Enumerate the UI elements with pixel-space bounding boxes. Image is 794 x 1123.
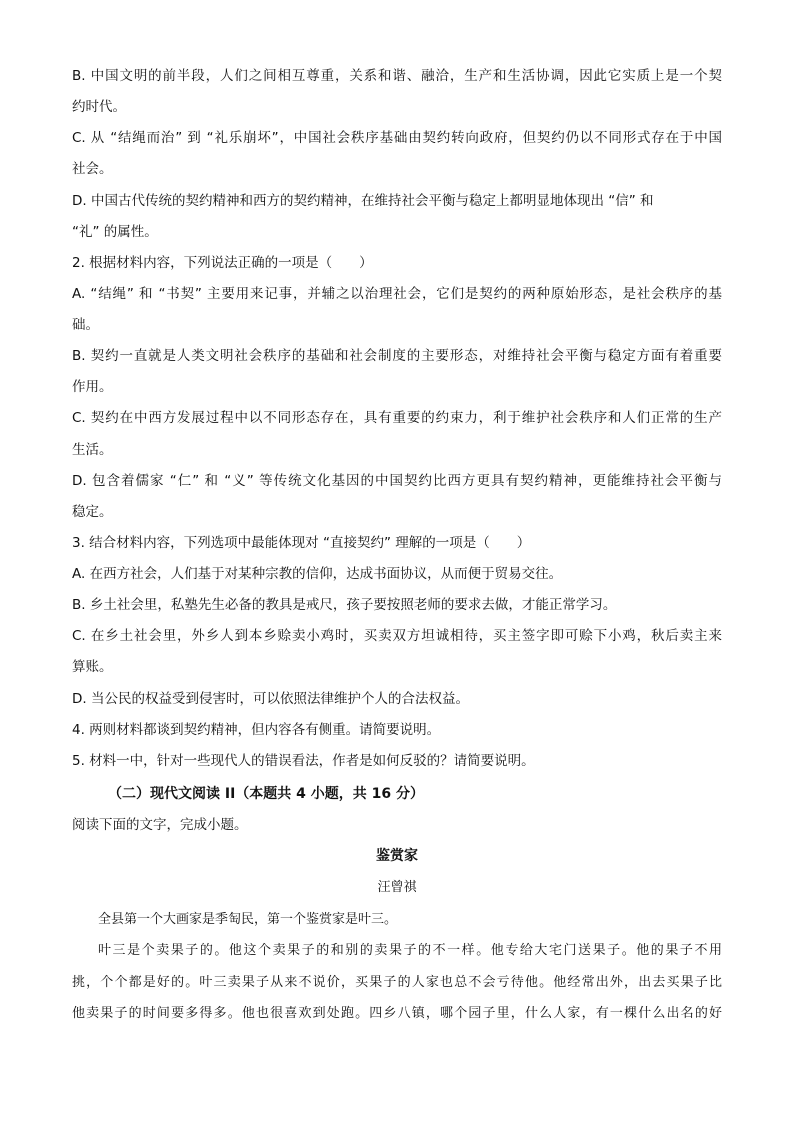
question-4: 4. 两则材料都谈到契约精神，但内容各有侧重。请简要说明。 <box>72 722 441 738</box>
question-3-option-c-line-2: 算账。 <box>72 659 113 675</box>
reading-instruction: 阅读下面的文字，完成小题。 <box>72 817 248 833</box>
section-heading: （二）现代文阅读 II（本题共 4 小题，共 16 分） <box>108 786 425 802</box>
question-2-option-d-line-2: 稳定。 <box>72 504 113 520</box>
question-3-option-b: B. 乡土社会里，私塾先生必备的教具是戒尺，孩子要按照老师的要求去做，才能正常学习。 <box>72 597 617 613</box>
question-2-option-a-line-2: 础。 <box>72 317 99 333</box>
option-c-line-1: C. 从 “结绳而治” 到 “礼乐崩坏”，中国社会秩序基础由契约转向政府，但契约仍以不同形式存在于中国 <box>72 130 722 146</box>
question-2-option-c-line-2: 生活。 <box>72 442 113 458</box>
article-author: 汪曾祺 <box>377 880 417 895</box>
question-3-stem: 3. 结合材料内容，下列选项中最能体现对 “直接契约” 理解的一项是（ ） <box>72 535 531 551</box>
option-b-line-1: B. 中国文明的前半段，人们之间相互尊重，关系和谐、融洽，生产和生活协调，因此它实质上是一个契 <box>72 68 722 84</box>
article-paragraph-2-line-2: 挑，个个都是好的。叶三卖果子从来不说价，买果子的人家也总不会亏待他。他经常出外，出去买果子比 <box>72 975 722 990</box>
article-paragraph-1: 全县第一个大画家是季匋民，第一个鉴赏家是叶三。 <box>98 912 398 927</box>
article-paragraph-2-line-1: 叶三是个卖果子的。他这个卖果子的和别的卖果子的不一样。他专给大宅门送果子。他的果子不用 <box>98 943 722 958</box>
option-b-line-2: 约时代。 <box>72 99 126 115</box>
question-2-option-b-line-1: B. 契约一直就是人类文明社会秩序的基础和社会制度的主要形态，对维持社会平衡与稳定方面有着重要 <box>72 348 722 364</box>
question-2-option-a-line-1: A. “结绳” 和 “书契” 主要用来记事，并辅之以治理社会，它们是契约的两种原始形态，是社会秩序的基 <box>72 286 722 302</box>
question-2-stem: 2. 根据材料内容，下列说法正确的一项是（ ） <box>72 255 373 271</box>
article-title: 鉴赏家 <box>376 848 418 864</box>
option-d-line-1: D. 中国古代传统的契约精神和西方的契约精神，在维持社会平衡与稳定上都明显地体现出 “信” 和 <box>72 193 654 209</box>
article-paragraph-2-line-3: 他卖果子的时间要多得多。他也很喜欢到处跑。四乡八镇，哪个园子里，什么人家，有一棵什么出名的好 <box>72 1006 722 1021</box>
question-2-option-c-line-1: C. 契约在中西方发展过程中以不同形态存在，具有重要的约束力，利于维护社会秩序和人们正常的生产 <box>72 410 722 426</box>
question-5: 5. 材料一中，针对一些现代人的错误看法，作者是如何反驳的？请简要说明。 <box>72 753 535 769</box>
question-2-option-b-line-2: 作用。 <box>72 379 113 395</box>
question-3-option-d: D. 当公民的权益受到侵害时，可以依照法律维护个人的合法权益。 <box>72 691 469 707</box>
option-c-line-2: 社会。 <box>72 161 113 177</box>
question-2-option-d-line-1: D. 包含着儒家 “仁” 和 “义” 等传统文化基因的中国契约比西方更具有契约精神，更能维持社会平衡与 <box>72 473 722 489</box>
question-3-option-a: A. 在西方社会，人们基于对某种宗教的信仰，达成书面协议，从而便于贸易交往。 <box>72 566 563 582</box>
question-3-option-c-line-1: C. 在乡土社会里，外乡人到本乡赊卖小鸡时，买卖双方坦诚相待，买主签字即可赊下小鸡，秋后卖主来 <box>72 628 722 644</box>
option-d-line-2: “礼” 的属性。 <box>72 224 158 240</box>
